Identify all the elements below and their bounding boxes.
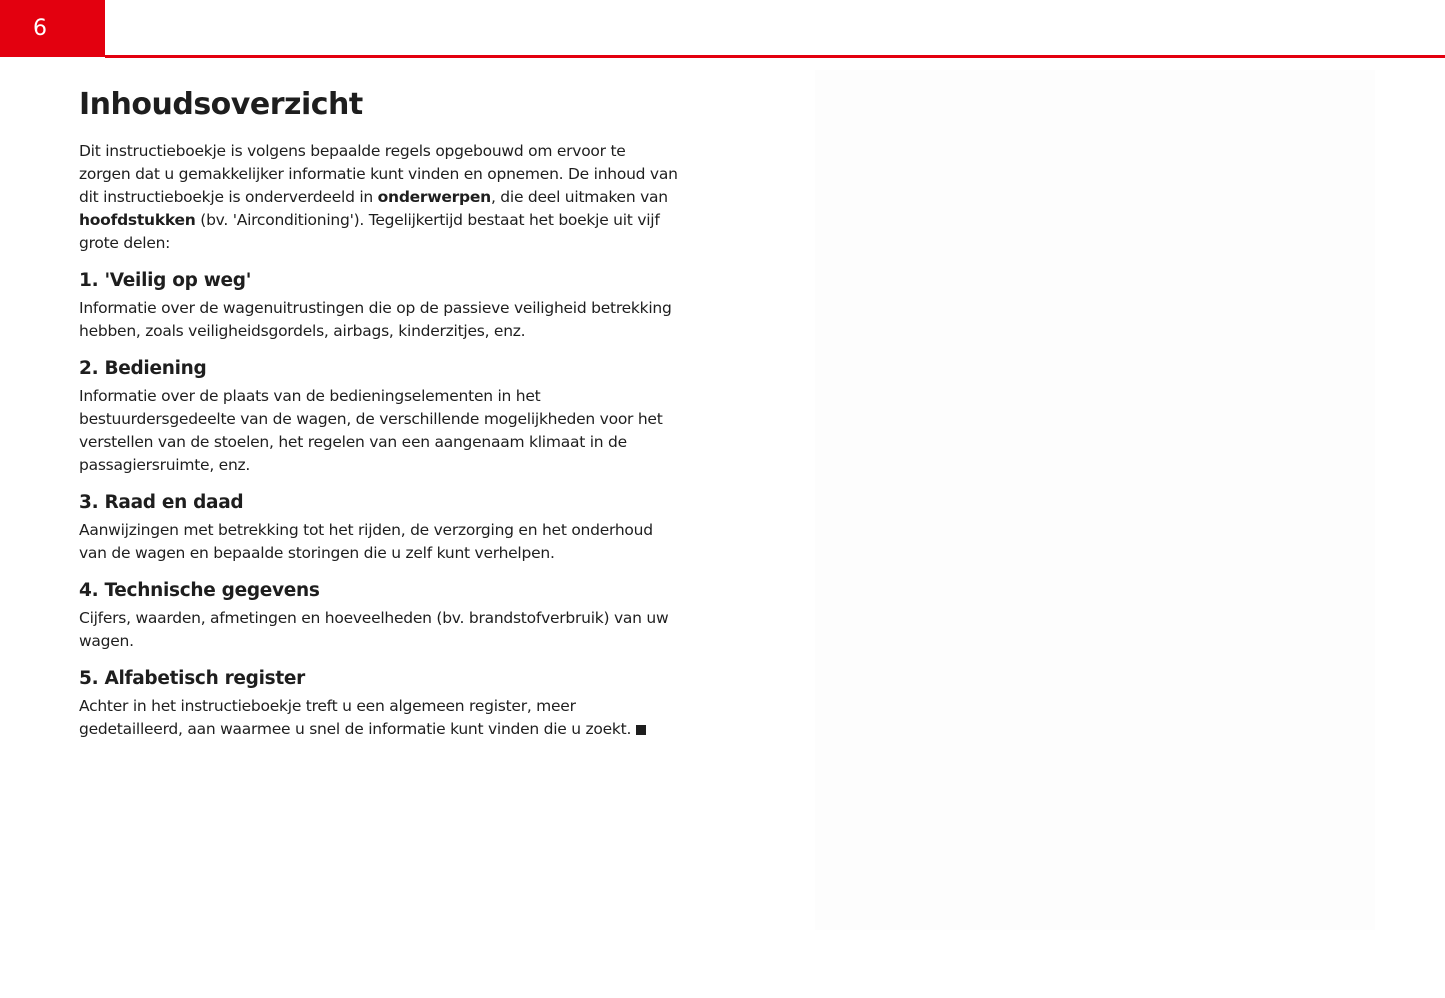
intro-bold-topics: onderwerpen	[377, 188, 491, 206]
section-veilig-op-weg	[79, 268, 679, 343]
page-number: 6	[33, 16, 47, 41]
intro-text-1: Dit instructieboekje is volgens bepaalde regels opgebouwd om ervoor te zorgen dat u gemakkelijker informatie kunt vinden en opnemen. De inhoud van dit instructieboekje is onderverdeeld in	[79, 142, 678, 206]
intro-bold-chapters: hoofdstukken	[79, 211, 196, 229]
end-of-section-square-icon	[636, 725, 646, 735]
intro-paragraph	[79, 140, 679, 255]
section-heading: 2. Bediening	[79, 358, 207, 379]
section-heading: 5. Alfabetisch register	[79, 668, 305, 689]
faded-facing-page	[815, 70, 1375, 930]
intro-text-3: (bv. 'Airconditioning'). Tegelijkertijd bestaat het boekje uit vijf grote delen:	[79, 211, 660, 252]
main-content	[79, 86, 679, 741]
section-body-text: Achter in het instructieboekje treft u een algemeen register, meer gedetailleerd, aan waarmee u snel de informatie kunt vinden die u zoekt.	[79, 697, 632, 738]
section-raad-en-daad	[79, 490, 679, 565]
section-bediening	[79, 356, 679, 477]
section-body: Aanwijzingen met betrekking tot het rijden, de verzorging en het onderhoud van de wagen en bepaalde storingen die u zelf kunt verhelpen.	[79, 521, 653, 562]
header-divider	[105, 55, 1445, 58]
section-alfabetisch-register	[79, 666, 679, 741]
intro-text-2: , die deel uitmaken van	[490, 188, 668, 206]
page-number-badge	[0, 0, 105, 57]
section-technische-gegevens	[79, 578, 679, 653]
section-body-with-end-mark	[79, 695, 679, 741]
section-heading: 4. Technische gegevens	[79, 580, 320, 601]
section-heading: 1. 'Veilig op weg'	[79, 270, 252, 291]
section-heading: 3. Raad en daad	[79, 492, 244, 513]
section-body: Informatie over de wagenuitrustingen die op de passieve veiligheid betrekking hebben, zoals veiligheidsgordels, airbags, kinderzitjes, enz.	[79, 299, 672, 340]
section-body: Informatie over de plaats van de bedieningselementen in het bestuurdersgedeelte van de wagen, de verschillende mogelijkheden voor het verstellen van de stoelen, het regelen van een aangenaam klimaat in de passagiersruimte, enz.	[79, 387, 663, 474]
section-body: Cijfers, waarden, afmetingen en hoeveelheden (bv. brandstofverbruik) van uw wagen.	[79, 609, 669, 650]
page-title: Inhoudsoverzicht	[79, 87, 363, 122]
